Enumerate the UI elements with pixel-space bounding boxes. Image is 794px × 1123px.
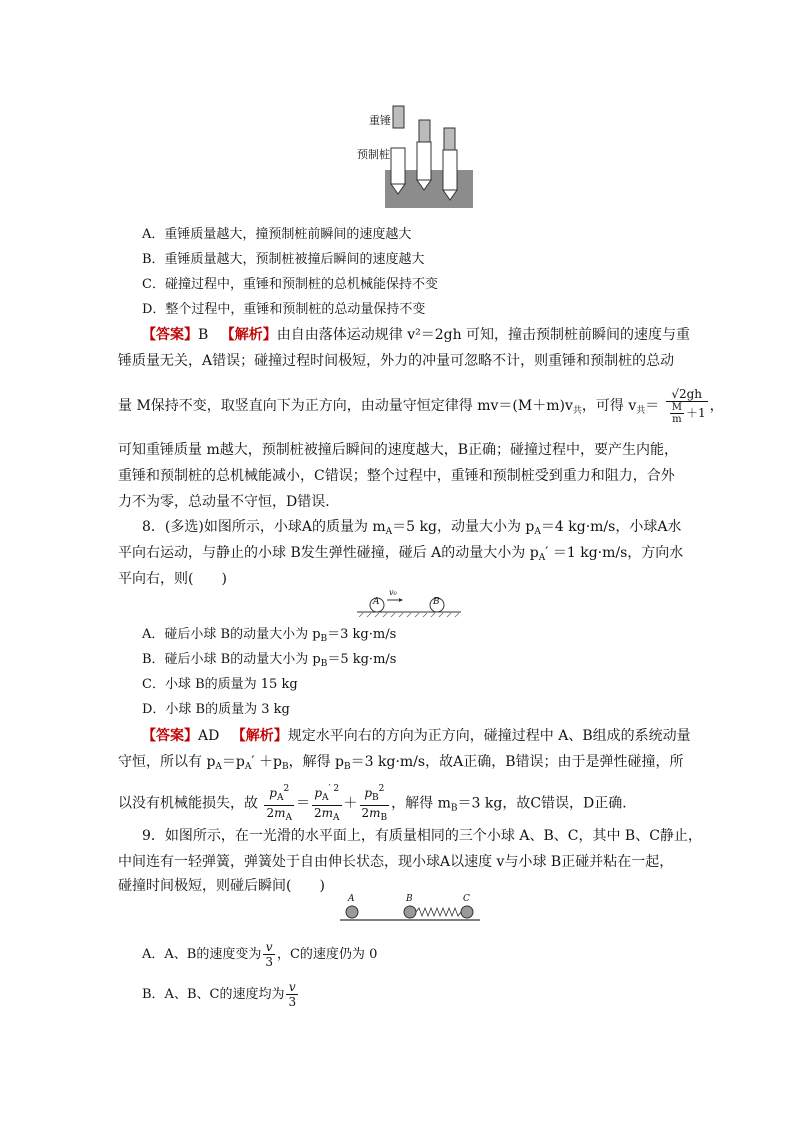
sub-a: A (385, 527, 393, 537)
sub-b-3: B (281, 762, 289, 772)
v-common-sub-2: 共 (636, 406, 646, 416)
sub-a-4: A (215, 762, 222, 772)
v-over-3-fraction (263, 940, 275, 969)
q7-answer: B (198, 327, 209, 343)
ball-b-label: B (433, 597, 440, 607)
q7-analysis-text-3a: 量 M保持不变，取竖直向下为正方向，由动量守恒定律得 mv＝(M＋m)v (118, 398, 573, 414)
fraction-numerator: √2gh (666, 387, 708, 402)
fraction-denominator (666, 402, 708, 425)
q8-stem-1b: ＝5 kg，动量大小为 p (392, 519, 535, 535)
q8-an-3b: ，解得 m (391, 795, 451, 812)
pile-label: 预制桩 (357, 148, 390, 161)
q8-stem-2a: 平向右运动，与静止的小球 B发生弹性碰撞，碰后 A的动量大小为 p (118, 545, 539, 561)
q8-an-2d: ，解得 p (288, 754, 345, 770)
energy-fraction-1: $\frac{p_A^2}{2m_A}$ (266, 784, 292, 823)
q7-analysis-text-3b: ，可得 v (581, 398, 637, 414)
frac-den-3: 3 (265, 955, 273, 969)
v-common-sub: 共 (572, 406, 582, 416)
q9-option-a (142, 940, 377, 969)
energy-fraction-3: $\frac{p_B^2}{2m_B}$ (361, 784, 388, 823)
q8-an-2c: ′ ＋p (251, 754, 282, 770)
q7-analysis-text-3c: ＝ (645, 398, 660, 414)
q9-ball-c-label: C (463, 894, 470, 904)
q7-analysis-text-1: 由自由落体运动规律 v²＝2gh 可知，撞击预制桩前瞬间的速度与重 (276, 327, 691, 343)
sub-b-2: B (320, 659, 328, 669)
analysis-tag-2: 【解析】 (231, 728, 288, 744)
hammer-pile-drawing (355, 100, 475, 212)
q8-stem-line-2 (118, 543, 683, 568)
q8-analysis-line-1 (142, 726, 691, 746)
q8-stem-1a: 8．(多选)如图所示，小球A的质量为 m (142, 519, 386, 535)
q8-answer: AD (198, 728, 220, 744)
q9-stem-line-1: 9．如图所示，在一光滑的水平面上，有质量相同的三个小球 A、B、C，其中 B、C静止， (142, 828, 702, 844)
q7-analysis-line-6: 力不为零，总动量不守恒，D错误． (118, 494, 340, 510)
frac-num-v: v (263, 940, 275, 955)
q9-figure (336, 894, 484, 924)
velocity-fraction (666, 387, 708, 425)
q8-option-c: C．小球 B的质量为 15 kg (142, 677, 298, 692)
analysis-tag: 【解析】 (220, 327, 277, 343)
q7-option-a: A．重锤质量越大，撞预制桩前瞬间的速度越大 (142, 227, 412, 242)
q7-analysis-line-4: 可知重锤质量 m越大，预制桩被撞后瞬间的速度越大，B正确；碰撞过程中，要产生内能， (118, 442, 679, 458)
sub-b: B (320, 634, 328, 644)
q9-option-a-tail: ，C的速度仍为 0 (276, 947, 378, 962)
q8-stem-line-1 (142, 517, 681, 542)
q8-stem-1c: ＝4 kg·m/s，小球A水 (540, 519, 682, 535)
inner-denominator: m (672, 414, 682, 425)
fraction-tail: ＋1 (685, 406, 706, 420)
q9-ball-a-label: A (348, 894, 355, 904)
q9-stem-line-2: 中间连有一轻弹簧，弹簧处于自由伸长状态，现小球A以速度 v与小球 B正碰并粘在一起， (118, 854, 674, 870)
hammer-pile-figure (355, 100, 475, 212)
q8-an-2b: ＝p (221, 754, 245, 770)
q7-option-c: C．碰撞过程中，重锤和预制桩的总机械能保持不变 (142, 277, 438, 292)
q8-option-b (142, 650, 396, 674)
ball-a-label: A (373, 597, 380, 607)
q8-an-2e: ＝3 kg·m/s，故A正确，B错误；由于是弹性碰撞，所 (350, 754, 684, 770)
q8-option-d: D．小球 B的质量为 3 kg (142, 702, 290, 717)
q8-option-a-text: A．碰后小球 B的动量大小为 p (142, 627, 321, 642)
q8-an-3a: 以没有机械能损失，故 (118, 795, 258, 812)
q7-option-b: B．重锤质量越大，预制桩被撞后瞬间的速度越大 (142, 252, 425, 267)
q9-option-b (142, 980, 300, 1009)
q9-stem-line-3: 碰撞时间极短，则碰后瞬间( ) (118, 878, 325, 894)
q7-analysis-line-2: 锤质量无关，A错误；碰撞过程时间极短，外力的冲量可忽略不计，则重锤和预制桩的总动 (118, 353, 675, 369)
frac-num-v-2: v (286, 980, 298, 995)
q7-analysis-line-1 (142, 325, 690, 345)
answer-tag-2: 【答案】 (142, 728, 198, 744)
q8-option-b-text: B．碰后小球 B的动量大小为 p (142, 652, 321, 667)
v0-label: v₀ (389, 588, 397, 597)
hammer-label: 重锤 (369, 114, 391, 127)
q8-stem-line-3: 平向右，则( ) (118, 571, 227, 587)
q8-an-3c: ＝3 kg，故C错误，D正确． (457, 795, 637, 812)
q8-analysis-text-1: 规定水平向右的方向为正方向，碰撞过程中 A、B组成的系统动量 (287, 728, 691, 744)
q9-option-a-text: A．A、B的速度变为 (142, 947, 262, 962)
sub-a-5: A (244, 762, 252, 772)
sub-a-3: A (538, 553, 546, 563)
q7-option-d: D．整个过程中，重锤和预制桩的总动量保持不变 (142, 302, 426, 317)
q9-ball-b-label: B (406, 894, 413, 904)
q7-analysis-line-3: 量 M保持不变，取竖直向下为正方向，由动量守恒定律得 $mv=(M+m)v_共$，可得 $v_共=$ √2gh $\frac{M}{m}$ ＋1 ， (118, 387, 724, 425)
q8-an-2a: 守恒，所以有 p (118, 754, 216, 770)
energy-fraction-2: $\frac{p_A^{' 2}}{2m_A}$ (313, 784, 340, 823)
v-over-3-fraction-2 (286, 980, 298, 1009)
answer-tag: 【答案】 (142, 327, 198, 343)
q8-analysis-line-3: 以没有机械能损失，故 $\frac{p_A^2}{2m_A}$ ＝ $\frac{p_A^{' 2}}{2m_A}$ ＋ $\frac{p_B^2}{2m_B}$ ，解得 $m_B=3$ kg，故C错误，D正确． (118, 784, 637, 823)
q8-figure (355, 588, 465, 618)
sub-a-2: A (534, 527, 541, 537)
q8-stem-2b: ′ ＝1 kg·m/s，方向水 (545, 545, 684, 561)
sub-b-5: B (450, 803, 458, 814)
inner-numerator: M (671, 402, 682, 413)
sub-b-4: B (344, 762, 351, 772)
q8-option-a-tail: ＝3 kg·m/s (327, 627, 397, 642)
q7-analysis-line-5: 重锤和预制桩的总机械能减小，C错误；整个过程中，重锤和预制桩受到重力和阻力，合外 (118, 468, 675, 484)
q8-option-b-tail: ＝5 kg·m/s (327, 652, 397, 667)
q8-option-a (142, 625, 396, 649)
frac-den-3-2: 3 (288, 995, 297, 1009)
q9-option-b-text: B．A、B、C的速度均为 (142, 987, 285, 1002)
q8-balls-drawing (355, 592, 465, 618)
q8-analysis-line-2 (118, 752, 683, 777)
